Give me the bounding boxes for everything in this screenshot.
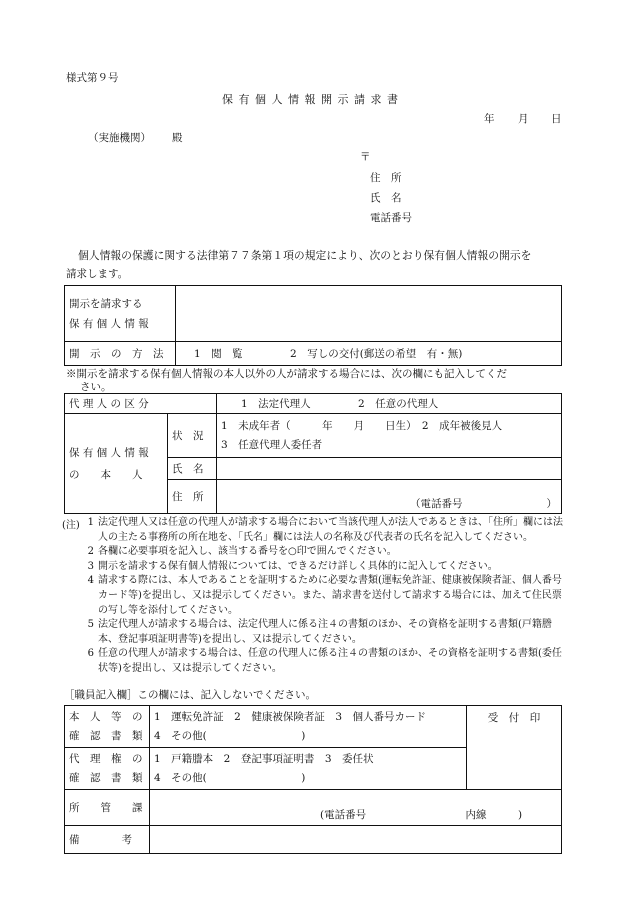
requester-address-label: 住 所: [370, 172, 402, 184]
requester-phone-label: 電話番号: [370, 212, 412, 224]
note-item: 1 法定代理人又は任意の代理人が請求する場合において当該代理人が法人であるときは、「住所」欄には法人の主たる事務所の所在地を、「氏名」欄には法人の名称及び代表者の氏名を記入してください。: [87, 517, 563, 543]
postal-mark: 〒: [360, 151, 371, 163]
requester-name-label: 氏 名: [370, 192, 402, 204]
intro-line-2: 請求します。: [66, 268, 129, 280]
date-day: 日: [551, 113, 562, 125]
remarks-label: 備 考: [65, 826, 150, 854]
intro-line-1: 個人情報の保護に関する法律第７７条第１項の規定により、次のとおり保有個人情報の開示を: [78, 249, 532, 262]
date-month: 月: [518, 113, 529, 125]
notes-header: (注): [62, 520, 80, 531]
disclosure-method-options[interactable]: [176, 342, 562, 366]
agent-type-options[interactable]: [217, 394, 562, 414]
note-item: 5 法定代理人が請求する場合は、法定代理人に係る注４の書類のほか、その資格を証明する書類(戸籍謄本、登記事項証明書等)を提出し、又は提示してください。: [87, 619, 552, 645]
subject-address-label: 住 所: [168, 480, 217, 514]
notes-list: [66, 516, 566, 677]
method-option-view[interactable]: 1 閲 覧: [194, 348, 243, 360]
department-field[interactable]: [150, 790, 562, 826]
proxy-note-line-1: ※開示を請求する保有個人情報の本人以外の人が請求する場合には、次の欄にも記入してくだ: [66, 368, 507, 380]
requested-info-label: 開示を請求する 保 有 個 人 情 報: [65, 286, 176, 342]
status-options[interactable]: 1 未成年者（ 年 月 日生） 2 成年被後見人 3 任意代理人委任者: [217, 414, 562, 458]
department-phone: (電話番号: [320, 809, 367, 821]
note-item: 3 開示を請求する保有個人情報については、できるだけ詳しく具体的に記入してください。: [87, 560, 498, 572]
requested-info-field[interactable]: [176, 286, 562, 342]
department-label: 所 管 課: [65, 790, 150, 826]
staff-note: ［職員記入欄］この欄には、記入しないでください。: [64, 689, 316, 701]
addressee-honorific: 殿: [172, 132, 183, 144]
subject-phone-note: （電話番号 ）: [410, 498, 557, 510]
disclosure-method-label: 開 示 の 方 法: [65, 342, 176, 366]
remarks-field[interactable]: [150, 826, 562, 854]
department-extension: 内線 ): [465, 809, 523, 821]
proxy-docs-label: 代 理 権 の 確 認 書 類: [65, 748, 150, 790]
id-docs-options[interactable]: 1 運転免許証 2 健康被保険者証 3 個人番号カード 4 その他( ): [150, 706, 467, 748]
proxy-docs-options[interactable]: 1 戸籍謄本 2 登記事項証明書 3 委任状 4 その他( ): [150, 748, 467, 790]
agent-type-label: 代 理 人 の 区 分: [65, 394, 217, 414]
request-info-table: [64, 285, 562, 366]
form-number: 様式第９号: [66, 72, 119, 84]
status-label: 状 況: [168, 414, 217, 458]
note-item: 2 各欄に必要事項を記入し、該当する番号を○印で囲んでください。: [87, 546, 397, 558]
proxy-table: [64, 393, 562, 514]
date-year: 年: [484, 113, 495, 125]
note-item: 4 請求する際には、本人であることを証明するために必要な書類(運転免許証、健康被保険者証、個人番号カード等)を提出し、又は提示してください。また、請求書を送付して請求する場合には、加えて住民票の写し等を添付してください。: [87, 575, 562, 616]
note-item: 6 任意の代理人が請求する場合は、任意の代理人に係る注４の書類のほか、その資格を証明する書類(委任状等)を提出し、又は提示してください。: [87, 648, 562, 674]
method-option-copy[interactable]: 2 写しの交付(郵送の希望 有・無): [290, 348, 463, 360]
form-title: 保有個人情報開示請求書: [222, 93, 404, 106]
addressee-org: （実施機関）: [88, 132, 151, 144]
subject-name-field[interactable]: [217, 458, 562, 480]
agent-option-legal[interactable]: 1 法定代理人: [241, 398, 311, 410]
subject-label: 保 有 個 人 情 報 の 本 人: [65, 414, 168, 514]
proxy-note-line-2: さい。: [80, 381, 112, 393]
id-docs-label: 本 人 等 の 確 認 書 類: [65, 706, 150, 748]
subject-name-label: 氏 名: [168, 458, 217, 480]
subject-address-field[interactable]: [217, 480, 562, 514]
staff-table: [64, 705, 562, 854]
agent-option-voluntary[interactable]: 2 任意の代理人: [358, 398, 439, 410]
reception-stamp: 受 付 印: [467, 706, 562, 790]
